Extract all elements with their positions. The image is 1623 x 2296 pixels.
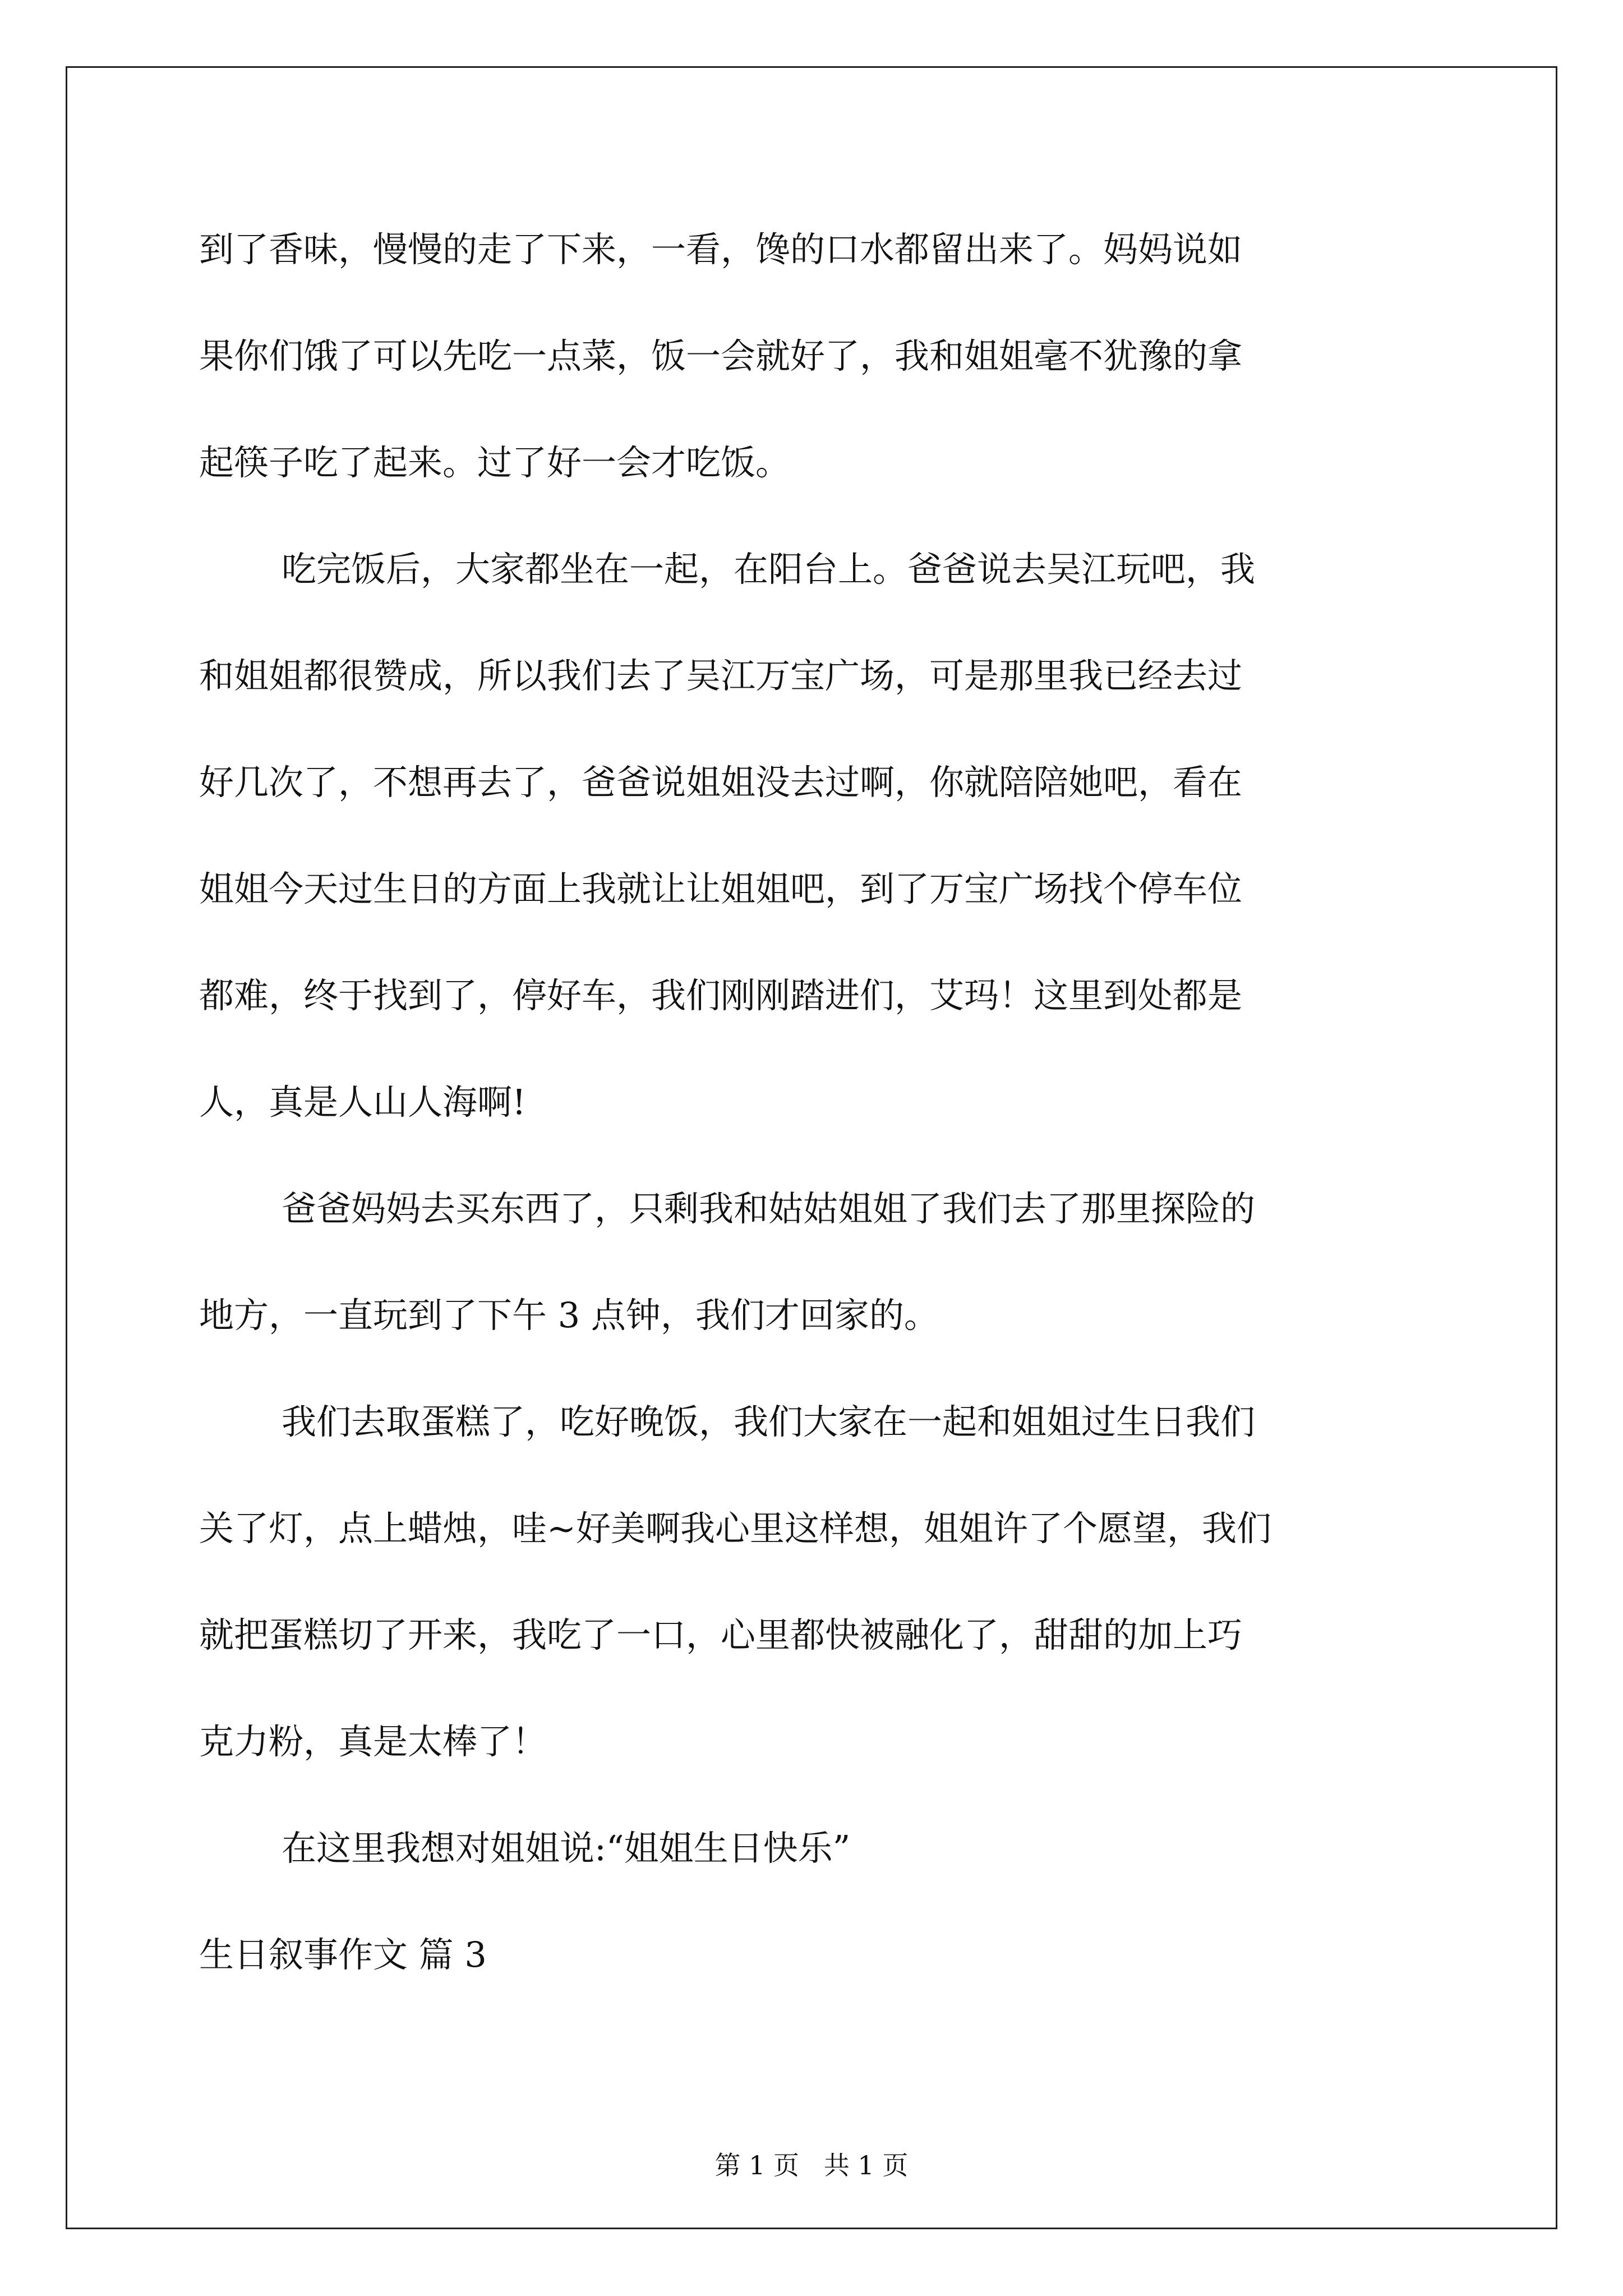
paragraph-line: 和姐姐都很赞成，所以我们去了吴江万宝广场，可是那里我已经去过 bbox=[199, 655, 1243, 696]
paragraph-line: 克力粉，真是太棒了！ bbox=[199, 1721, 547, 1762]
paragraph-line: 在这里我想对姐姐说:“姐姐生日快乐” bbox=[282, 1828, 851, 1869]
paragraph-line: 姐姐今天过生日的方面上我就让让姐姐吧，到了万宝广场找个停车位 bbox=[199, 868, 1243, 909]
paragraph-line: 好几次了，不想再去了，爸爸说姐姐没去过啊，你就陪陪她吧，看在 bbox=[199, 762, 1243, 803]
page-border bbox=[66, 66, 1557, 2229]
paragraph-line: 我们去取蛋糕了，吃好晚饭，我们大家在一起和姐姐过生日我们 bbox=[282, 1401, 1256, 1442]
paragraph-line: 爸爸妈妈去买东西了，只剩我和姑姑姐姐了我们去了那里探险的 bbox=[282, 1188, 1256, 1229]
paragraph-line: 果你们饿了可以先吃一点菜，饭一会就好了，我和姐姐毫不犹豫的拿 bbox=[199, 335, 1243, 376]
paragraph-line: 就把蛋糕切了开来，我吃了一口，心里都快被融化了，甜甜的加上巧 bbox=[199, 1614, 1243, 1655]
page-footer: 第 1 页 共 1 页 bbox=[714, 2150, 909, 2180]
paragraph-line: 吃完饭后，大家都坐在一起，在阳台上。爸爸说去吴江玩吧，我 bbox=[282, 549, 1256, 590]
paragraph-line: 到了香味，慢慢的走了下来，一看，馋的口水都留出来了。妈妈说如 bbox=[199, 229, 1243, 270]
paragraph-line: 起筷子吃了起来。过了好一会才吃饭。 bbox=[199, 442, 791, 483]
paragraph-line: 人，真是人山人海啊! bbox=[199, 1082, 526, 1122]
paragraph-line: 都难，终于找到了，停好车，我们刚刚踏进们，艾玛！这里到处都是 bbox=[199, 975, 1243, 1016]
paragraph-line: 地方，一直玩到了下午 3 点钟，我们才回家的。 bbox=[199, 1295, 939, 1336]
section-heading: 生日叙事作文 篇 3 bbox=[199, 1934, 487, 1975]
paragraph-line: 关了灯，点上蜡烛，哇~好美啊我心里这样想，姐姐许了个愿望，我们 bbox=[199, 1508, 1271, 1549]
